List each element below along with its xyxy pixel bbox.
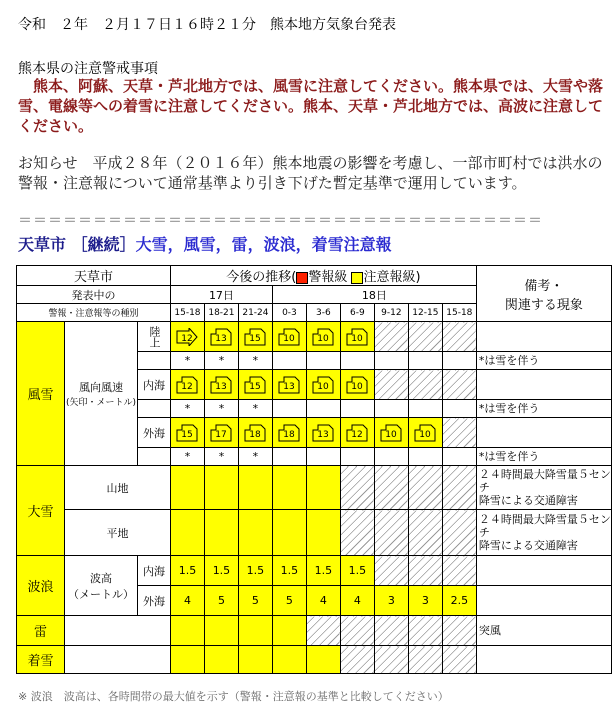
wind-speed-value: 13 <box>215 381 228 392</box>
wind-speed-value: 12 <box>351 429 364 440</box>
remark-empty <box>476 322 611 352</box>
inland-sea-label: 内海 <box>137 370 170 400</box>
day-17: 17日 <box>170 286 272 304</box>
time-slot: 0-3 <box>272 304 306 322</box>
wind-arrow-icon <box>210 376 232 394</box>
remark-outer: *は雪を伴う <box>476 448 611 466</box>
wave-value: 5 <box>272 586 306 616</box>
outer-sea-label: 外海 <box>137 418 170 448</box>
no-data-cell <box>408 370 442 400</box>
wind-speed-value: 18 <box>283 429 296 440</box>
wind-arrow-icon <box>278 328 300 346</box>
remarks-header: 備考・ 関連する現象 <box>476 266 611 322</box>
no-data-cell <box>374 370 408 400</box>
remark-empty <box>476 418 611 448</box>
wind-speed-label: 風向風速 (矢印・メートル) <box>64 322 137 466</box>
time-slot: 12-15 <box>408 304 442 322</box>
wind-arrow-icon <box>176 424 198 442</box>
wind-cell <box>204 370 238 400</box>
no-data-cell <box>408 322 442 352</box>
col-header-current: 発表中の <box>17 286 171 304</box>
issue-header: 令和 ２年 ２月１７日１６時２１分 熊本地方気象台発表 <box>18 17 396 33</box>
wind-arrow-icon <box>380 424 402 442</box>
wind-cell <box>272 418 306 448</box>
wind-arrow-icon <box>312 376 334 394</box>
wind-speed-value: 13 <box>317 429 330 440</box>
wind-cell <box>340 322 374 352</box>
wave-value: 1.5 <box>170 556 204 586</box>
area-heading <box>18 232 392 255</box>
wave-value: 1.5 <box>306 556 340 586</box>
wave-value: 5 <box>238 586 272 616</box>
no-data-cell <box>442 418 476 448</box>
snow-star: * <box>170 400 204 418</box>
wind-cell <box>170 418 204 448</box>
day-18: 18日 <box>272 286 476 304</box>
legend-advisory-swatch <box>351 272 363 284</box>
wind-cell <box>340 370 374 400</box>
wind-arrow-icon <box>176 376 198 394</box>
category-heavy-snow: 大雪 <box>17 466 65 556</box>
remark-empty <box>476 370 611 400</box>
wind-speed-value: 10 <box>317 381 330 392</box>
wind-speed-value: 18 <box>249 429 262 440</box>
time-slot: 9-12 <box>374 304 408 322</box>
area-warnings: 大雪，風雪，雷，波浪，着雪注意報 <box>135 235 392 254</box>
wind-arrow-icon <box>278 424 300 442</box>
wind-arrow-icon <box>414 424 436 442</box>
wind-cell <box>306 322 340 352</box>
col-header-kind: 警報・注意報等の種別 <box>17 304 171 322</box>
wind-arrow-icon <box>346 424 368 442</box>
remark-inland: *は雪を伴う <box>476 400 611 418</box>
snow-star: * <box>204 400 238 418</box>
wind-speed-value: 10 <box>419 429 432 440</box>
wind-cell <box>306 418 340 448</box>
notice-body: 熊本、阿蘇、天草・芦北地方では、風雪に注意してください。熊本県では、大雪や落雪、電線等への着雪に注意してください。熊本、天草・芦北地方では、高波に注意してください。 <box>18 77 604 135</box>
wind-cell <box>204 322 238 352</box>
wave-value: 5 <box>204 586 238 616</box>
wind-cell <box>170 370 204 400</box>
wind-cell <box>408 418 442 448</box>
separator: ＝＝＝＝＝＝＝＝＝＝＝＝＝＝＝＝＝＝＝＝＝＝＝＝＝＝＝＝＝＝＝＝＝＝＝ <box>18 213 543 229</box>
wind-speed-value: 17 <box>215 429 228 440</box>
wave-value: 3 <box>374 586 408 616</box>
wind-arrow-icon <box>210 328 232 346</box>
wind-cell <box>238 418 272 448</box>
wind-arrow-icon <box>346 376 368 394</box>
wind-speed-value: 12 <box>181 333 194 344</box>
wind-speed-value: 10 <box>317 333 330 344</box>
remark-thunder: 突風 <box>476 616 611 646</box>
time-slot: 6-9 <box>340 304 374 322</box>
time-slot: 15-18 <box>442 304 476 322</box>
remark-plain: ２４時間最大降雪量５センチ 降雪による交通障害 <box>476 510 611 556</box>
table-place: 天草市 <box>17 266 171 286</box>
snow-star: * <box>238 352 272 370</box>
no-data-cell <box>442 322 476 352</box>
wind-speed-value: 13 <box>283 381 296 392</box>
remark-land: *は雪を伴う <box>476 352 611 370</box>
wind-arrow-icon <box>312 424 334 442</box>
wind-cell <box>272 370 306 400</box>
remark-mountain: ２４時間最大降雪量５センチ 降雪による交通障害 <box>476 466 611 510</box>
snow-star: * <box>170 352 204 370</box>
time-slot: 15-18 <box>170 304 204 322</box>
wave-height-label: 波高 （メートル） <box>64 556 137 616</box>
no-data-cell <box>442 370 476 400</box>
snow-star: * <box>238 448 272 466</box>
wind-arrow-icon <box>312 328 334 346</box>
trend-header: 今後の推移( 警報級 注意報級) <box>170 266 476 286</box>
area-name: 天草市 <box>18 235 67 254</box>
wind-arrow-icon <box>210 424 232 442</box>
wind-arrow-icon <box>244 376 266 394</box>
time-slot: 18-21 <box>204 304 238 322</box>
wind-speed-value: 10 <box>385 429 398 440</box>
notice-title: 熊本県の注意警戒事項 <box>18 61 158 77</box>
wind-arrow-icon <box>176 328 198 346</box>
wind-speed-value: 10 <box>283 333 296 344</box>
no-data-cell <box>374 322 408 352</box>
wave-value: 1.5 <box>238 556 272 586</box>
wave-value: 4 <box>306 586 340 616</box>
wind-cell <box>238 370 272 400</box>
wind-speed-value: 12 <box>181 381 194 392</box>
time-slot: 21-24 <box>238 304 272 322</box>
wind-arrow-icon <box>244 424 266 442</box>
category-icing: 着雪 <box>17 646 65 674</box>
wave-value: 4 <box>170 586 204 616</box>
snow-star: * <box>238 400 272 418</box>
wave-inland-label: 内海 <box>137 556 170 586</box>
wind-cell <box>272 322 306 352</box>
wave-value: 1.5 <box>340 556 374 586</box>
wind-speed-value: 15 <box>181 429 194 440</box>
wind-cell <box>170 322 204 352</box>
wave-outer-label: 外海 <box>137 586 170 616</box>
footer-note: ※ 波浪 波高は、各時間帯の最大値を示す（警報・注意報の基準と比較してください） <box>18 690 449 703</box>
mountain-label: 山地 <box>64 466 170 510</box>
wave-value: 1.5 <box>204 556 238 586</box>
warning-table <box>16 265 612 674</box>
wind-cell <box>306 370 340 400</box>
category-waves: 波浪 <box>17 556 65 616</box>
area-status: ［継続］ <box>71 235 136 254</box>
snow-star: * <box>204 448 238 466</box>
time-slot: 3-6 <box>306 304 340 322</box>
wind-cell <box>340 418 374 448</box>
info-notice: お知らせ 平成２８年（２０１６年）熊本地震の影響を考慮し、一部市町村では洪水の警報・注意報について通常基準より引き下げた暫定基準で運用しています。 <box>18 154 603 192</box>
wind-arrow-icon <box>346 328 368 346</box>
wave-value: 1.5 <box>272 556 306 586</box>
wind-cell <box>238 322 272 352</box>
land-label: 陸上 <box>137 322 170 352</box>
wind-speed-value: 13 <box>215 333 228 344</box>
plain-label: 平地 <box>64 510 170 556</box>
wave-value: 2.5 <box>442 586 476 616</box>
wind-cell <box>204 418 238 448</box>
wind-speed-value: 15 <box>249 333 262 344</box>
wind-arrow-icon <box>278 376 300 394</box>
wind-speed-value: 10 <box>351 333 364 344</box>
wave-value: 4 <box>340 586 374 616</box>
wave-value: 3 <box>408 586 442 616</box>
snow-star: * <box>170 448 204 466</box>
wind-speed-value: 10 <box>351 381 364 392</box>
wind-speed-value: 15 <box>249 381 262 392</box>
category-wind-snow: 風雪 <box>17 322 65 466</box>
category-thunder: 雷 <box>17 616 65 646</box>
snow-star: * <box>204 352 238 370</box>
wind-arrow-icon <box>244 328 266 346</box>
wind-cell <box>374 418 408 448</box>
legend-warning-swatch <box>296 272 308 284</box>
